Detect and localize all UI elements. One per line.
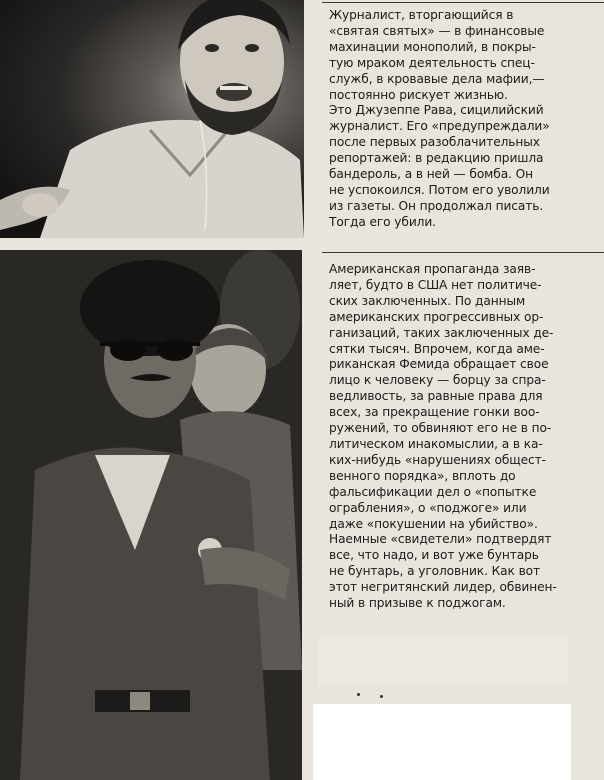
- photo-arrested-activist: [0, 250, 302, 780]
- activist-photo-illustration: [0, 250, 302, 780]
- print-dot: [380, 695, 383, 698]
- section-rule: [322, 252, 604, 253]
- caption-political-prisoners: Американская пропаганда заяв- ляет, будто в США нет политиче- ских заключенных. По данным американских прогрессивных ор- ганизаций, таких заключенных де- сятки тысяч. Впрочем, когда аме- риканская Фемида обращает свое лицо к человеку — борцу за спра- ведливость, за равные права для всех, за прекращение гонки воо- ружений, то обвиняют его не в по- литическом инакомыслии, а в ка- ких-нибудь «нарушениях общест- венного порядка», вплоть до фальсификации дел о «попытке ограбления», о «поджоге» или даже «покушении на убийство». Наемные «свидетели» подтвердят все, что надо, и вот уже бунтарь не бунтарь, а уголовник. Как вот этот негритянский лидер, обвинен- ный в призыве к поджогам.: [329, 262, 557, 611]
- top-rule: [322, 2, 604, 3]
- blank-white-area: [313, 704, 571, 780]
- journalist-photo-illustration: [0, 0, 304, 238]
- print-dot: [357, 693, 360, 696]
- photo-journalist-giuseppe-rava: [0, 0, 304, 238]
- blank-area: [318, 636, 568, 686]
- caption-journalist: Журналист, вторгающийся в «святая святых» — в финансовые махинации монополий, в покры- тую мраком деятельность спец- служб, в кровавые дела мафии,— постоянно рискует жизнью. Это Джузеппе Рава, сицилийский журналист. Его «предупреждали» после первых разоблачительных репортажей: в редакцию пришла бандероль, а в ней — бомба. Он не успокоился. Потом его уволили из газеты. Он продолжал писать. Тогда его убили.: [329, 8, 550, 229]
